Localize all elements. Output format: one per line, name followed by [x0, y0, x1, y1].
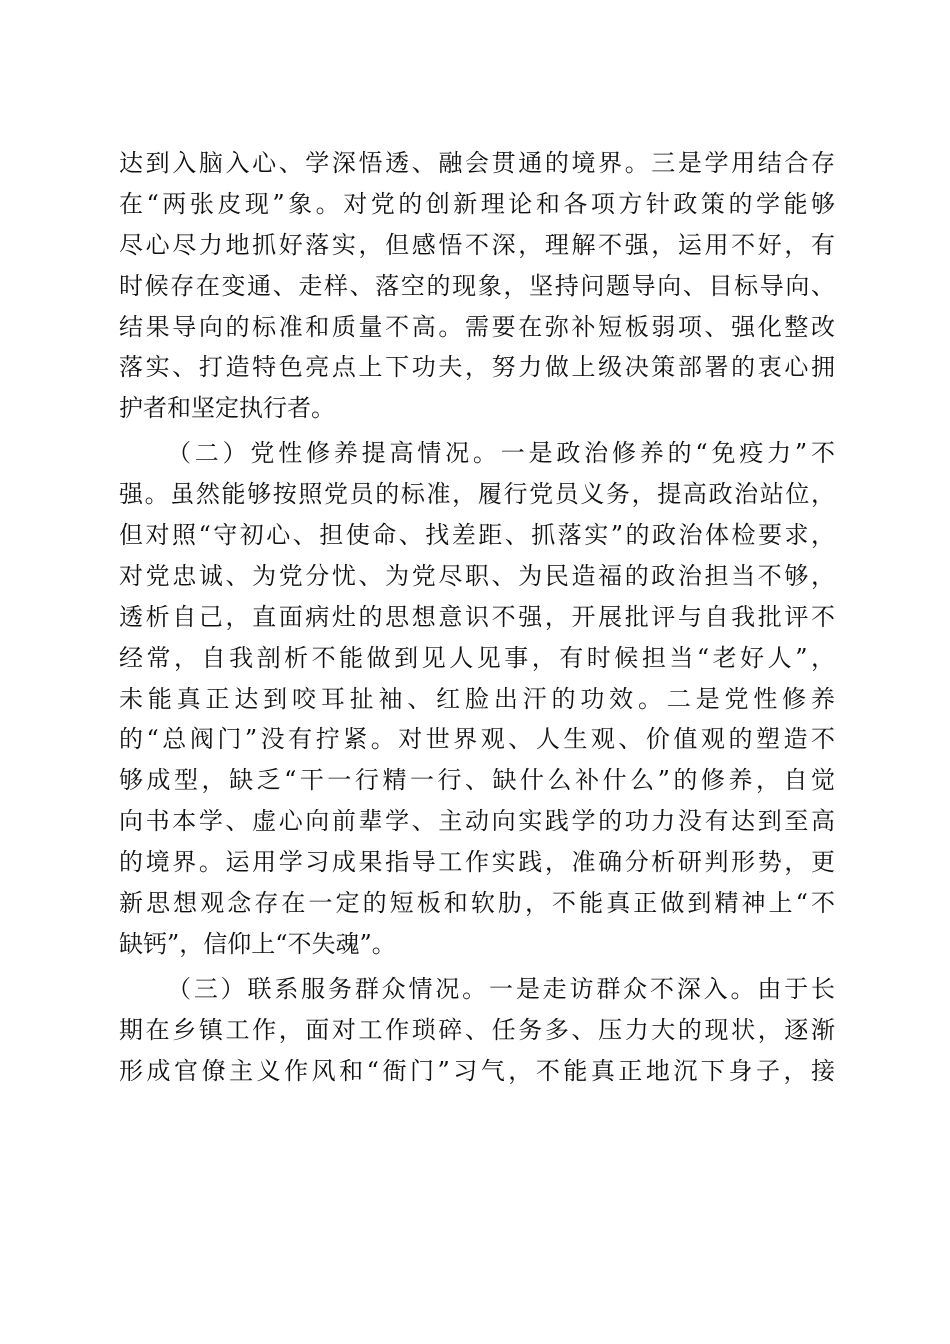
text-line: 透析自己，直面病灶的思想意识不强，开展批评与自我批评不: [119, 602, 835, 631]
text-line: 向书本学、虚心向前辈学、主动向实践学的功力没有达到至高: [119, 807, 835, 836]
text-line: 落实、打造特色亮点上下功夫，努力做上级决策部署的衷心拥: [119, 353, 835, 382]
paragraph-1: [119, 143, 835, 429]
text-line: 经常，自我剖析不能做到见人见事，有时候担当“老好人”，: [119, 643, 835, 672]
text-line: 的“总阀门”没有拧紧。对世界观、人生观、价值观的塑造不: [119, 725, 835, 754]
text-line: 新思想观念存在一定的短板和软肋，不能真正做到精神上“不: [119, 889, 835, 918]
text-line: 达到入脑入心、学深悟透、融会贯通的境界。三是学用结合存: [119, 149, 835, 177]
text-line: 尽心尽力地抓好落实，但感悟不深，理解不强，运用不好，有: [119, 230, 835, 259]
body-text: [119, 143, 835, 1091]
text-line: 对党忠诚、为党分忧、为党尽职、为民造福的政治担当不够，: [119, 561, 835, 590]
section-heading-line: （三）联系服务群众情况。一是走访群众不深入。由于长: [167, 974, 835, 1003]
section-heading-line: （二）党性修养提高情况。一是政治修养的“免疫力”不: [167, 439, 835, 468]
paragraph-3: [119, 969, 835, 1092]
text-line: 在“两张皮现”象。对党的创新理论和各项方针政策的学能够: [119, 189, 835, 218]
paragraph-2: [119, 433, 835, 965]
text-line: 够成型，缺乏“干一行精一行、缺什么补什么”的修养，自觉: [119, 766, 835, 795]
text-line: 未能真正达到咬耳扯袖、红脸出汗的功效。二是党性修养: [119, 684, 835, 713]
text-line: 时候存在变通、走样、落空的现象，坚持问题导向、目标导向、: [119, 271, 835, 300]
text-line: 但对照“守初心、担使命、找差距、抓落实”的政治体检要求，: [119, 521, 835, 550]
text-line: 缺钙”，信仰上“不失魂”。: [119, 929, 396, 958]
text-line: 期在乡镇工作，面对工作琐碎、任务多、压力大的现状，逐渐: [119, 1015, 835, 1044]
text-line: 形成官僚主义作风和“衙门”习气，不能真正地沉下身子，接: [119, 1056, 835, 1085]
text-line: 强。虽然能够按照党员的标准，履行党员义务，提高政治站位，: [119, 480, 835, 509]
text-line: 的境界。运用学习成果指导工作实践，准确分析研判形势，更: [119, 848, 835, 877]
text-line: 护者和坚定执行者。: [119, 394, 335, 423]
text-line: 结果导向的标准和质量不高。需要在弥补短板弱项、强化整改: [119, 312, 835, 341]
